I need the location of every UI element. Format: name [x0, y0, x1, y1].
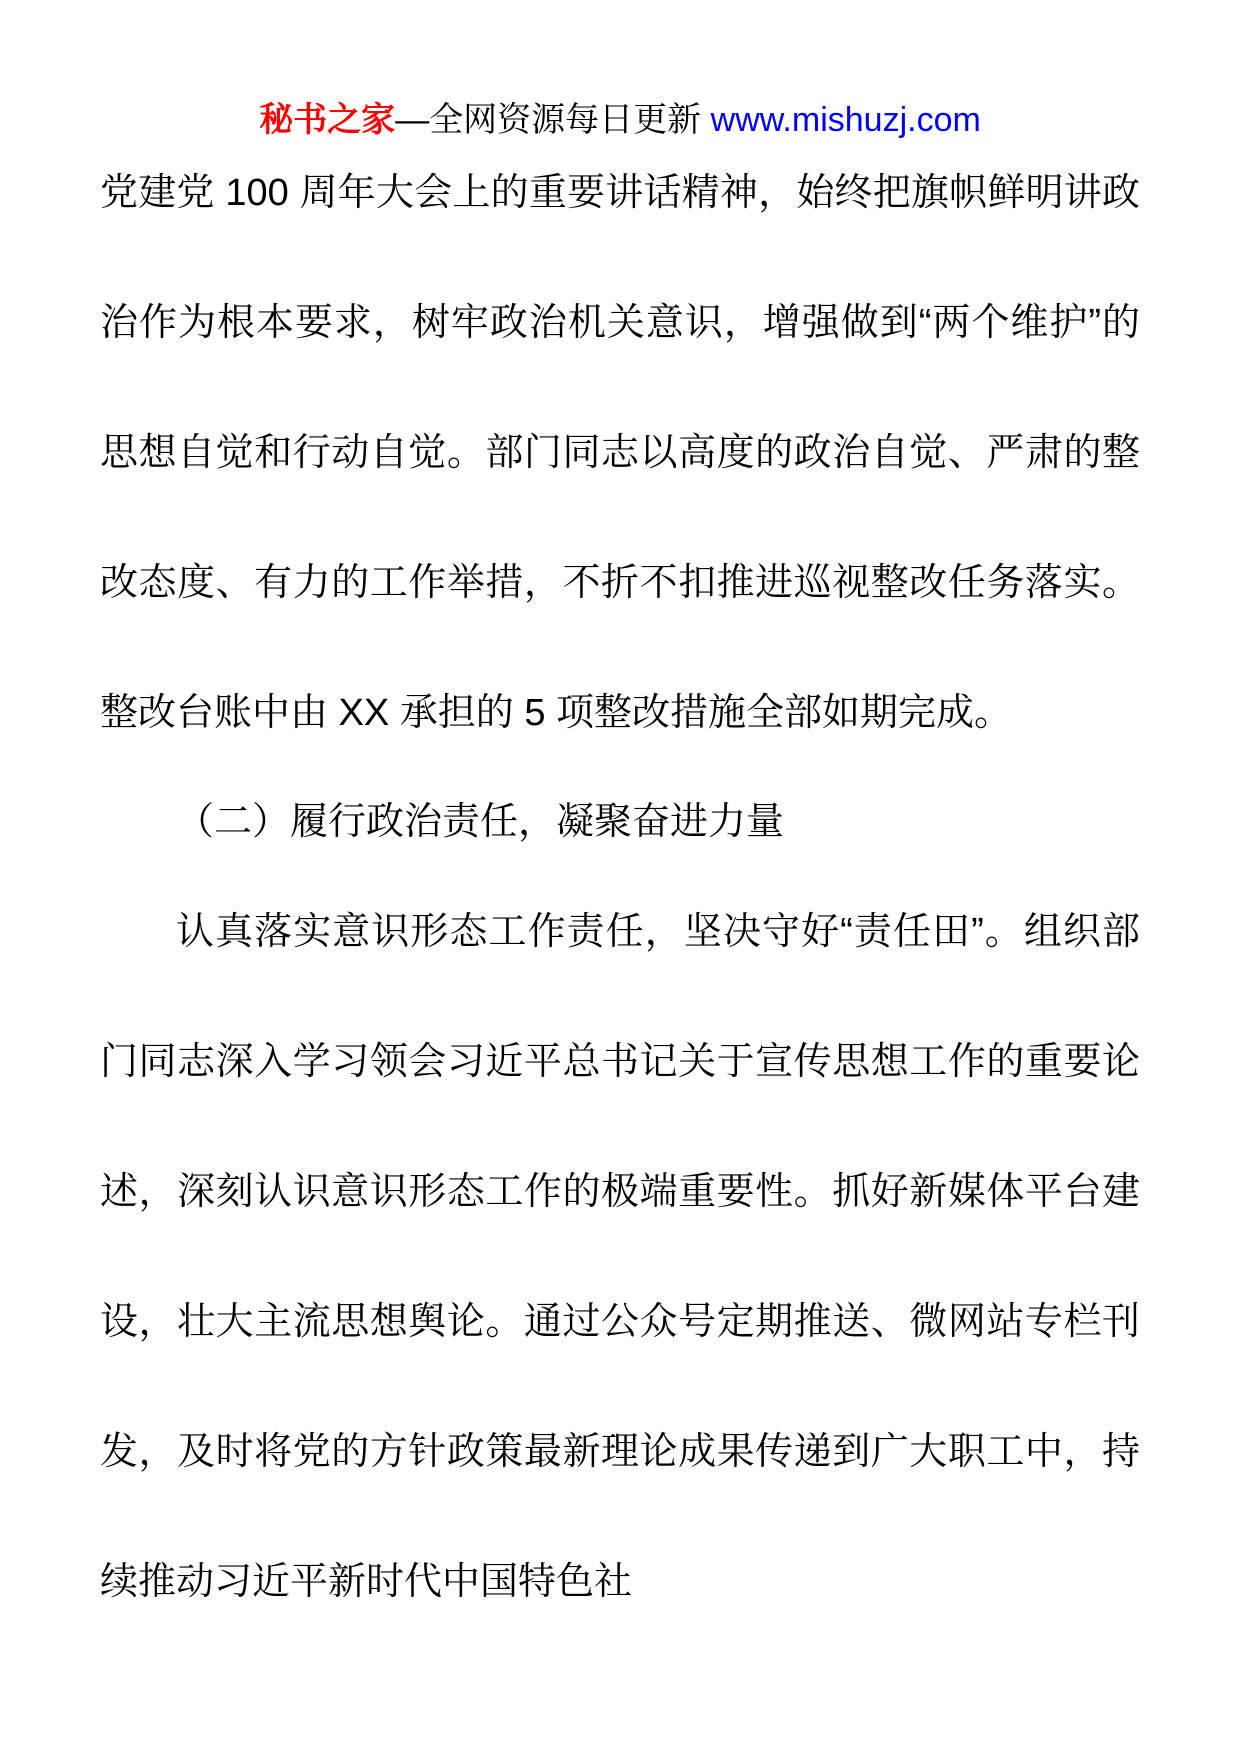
site-tagline-text: —全网资源每日更新 [395, 101, 711, 139]
site-brand-text: 秘书之家 [259, 101, 396, 139]
paragraph-continuation: 党建党 100 周年大会上的重要讲话精神，始终把旗帜鲜明讲政治作为根本要求，树牢政治机关意识，增强做到“两个维护”的思想自觉和行动自觉。部门同志以高度的政治自觉、严肃的整改态度、有力的工作举措，不折不扣推进巡视整改任务落实。整改台账中由 XX 承担的 5 项整改措施全部如期完成。 [100, 172, 1140, 734]
section-heading: （二）履行政治责任，凝聚奋进力量 [176, 801, 785, 843]
paragraph-body: 认真落实意识形态工作责任，坚决守好“责任田”。组织部门同志深入学习领会习近平总书记关于宣传思想工作的重要论述，深刻认识意识形态工作的极端重要性。抓好新媒体平台建设，壮大主流思想舆论。通过公众号定期推送、微网站专栏刊发，及时将党的方针政策最新理论成果传递到广大职工中，持续推动习近平新时代中国特色社 [100, 911, 1140, 1603]
document-body [100, 128, 1140, 1647]
site-url-link[interactable]: www.mishuzj.com [710, 101, 981, 139]
